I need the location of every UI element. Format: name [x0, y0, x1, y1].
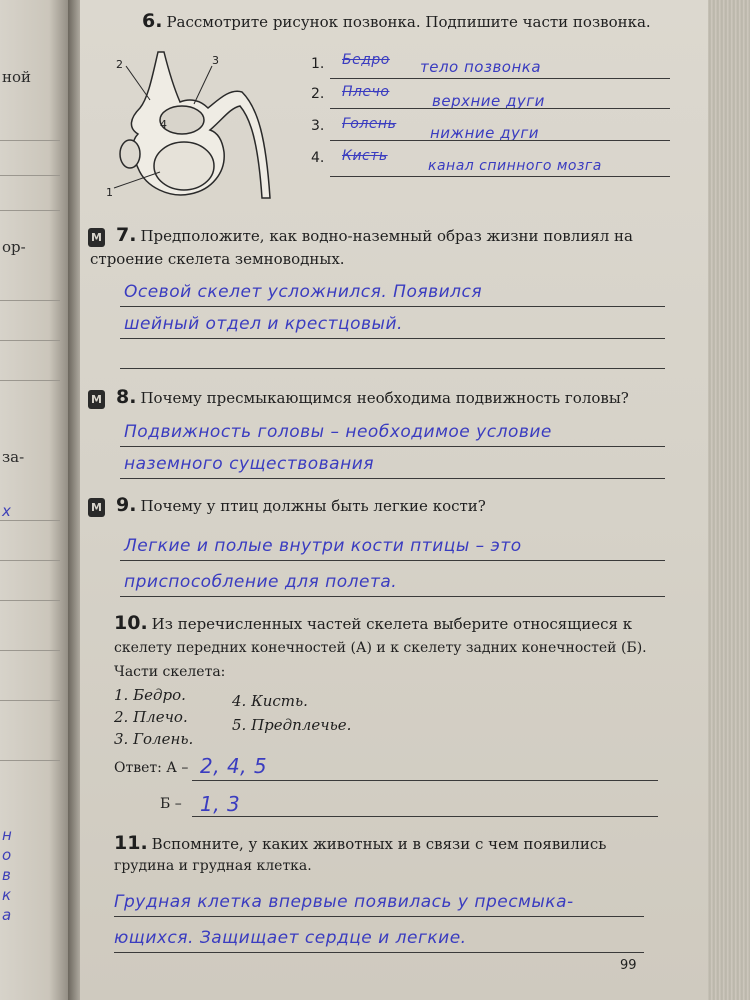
question-10-line-2: скелету передних конечностей (А) и к скелету задних конечностей (Б).: [114, 640, 647, 656]
answer-label-a: Ответ: А –: [114, 760, 189, 776]
method-badge: М: [88, 228, 105, 247]
page-number: 99: [620, 958, 637, 973]
handwritten-answer: ющихся. Защищает сердце и легкие.: [114, 928, 467, 948]
left-answer-line: [0, 600, 60, 601]
question-number: 9.: [116, 494, 137, 516]
struck-answer: Голень: [342, 116, 397, 132]
answer-number: 1.: [311, 56, 325, 72]
parts-title: Части скелета:: [114, 664, 226, 680]
skeleton-part: 2. Плечо.: [114, 708, 188, 726]
question-6: [142, 10, 651, 32]
question-text: Почему у птиц должны быть легкие кости?: [140, 497, 486, 515]
answer-line: [120, 368, 665, 369]
skeleton-part: 1. Бедро.: [114, 686, 186, 704]
answer-label-b: Б –: [160, 796, 182, 812]
handwritten-answer: Грудная клетка впервые появилась у пресмыка-: [114, 892, 574, 912]
question-8: [116, 386, 629, 408]
handwritten-answer: шейный отдел и крестцовый.: [124, 314, 403, 334]
left-answer-line: [0, 300, 60, 301]
answer-line: [120, 338, 665, 339]
left-handwriting: к: [2, 886, 12, 904]
method-badge: М: [88, 390, 105, 409]
left-answer-line: [0, 520, 60, 521]
question-text: Почему пресмыкающимся необходима подвижность головы?: [140, 389, 629, 407]
question-number: 8.: [116, 386, 137, 408]
left-handwriting: о: [2, 846, 12, 864]
handwritten-answer: Легкие и полые внутри кости птицы – это: [124, 536, 522, 556]
left-answer-line: [0, 340, 60, 341]
answer-a: 2, 4, 5: [200, 754, 268, 778]
left-handwriting: н: [2, 826, 13, 844]
left-answer-line: [0, 650, 60, 651]
struck-answer: Кисть: [342, 148, 388, 164]
skeleton-part: 4. Кисть.: [232, 692, 308, 710]
answer-number: 4.: [311, 150, 325, 166]
page-stack-edge: [708, 0, 750, 1000]
left-page: [0, 0, 70, 1000]
left-answer-line: [0, 560, 60, 561]
left-answer-line: [0, 380, 60, 381]
handwritten-answer: приспособление для полета.: [124, 572, 398, 592]
question-11-line-2: грудина и грудная клетка.: [114, 858, 312, 874]
answer-text: нижние дуги: [430, 124, 539, 142]
handwritten-answer: Осевой скелет усложнился. Появился: [124, 282, 483, 302]
answer-line: [330, 140, 670, 141]
struck-answer: Плечо: [342, 84, 390, 100]
left-answer-line: [0, 140, 60, 141]
left-answer-line: [0, 175, 60, 176]
question-text: Предположите, как водно-наземный образ жизни повлиял на: [140, 227, 633, 245]
left-answer-line: [0, 700, 60, 701]
left-text-fragment: за-: [2, 448, 25, 466]
answer-line: [120, 560, 665, 561]
struck-answer: Бедро: [342, 52, 390, 68]
question-number: 11.: [114, 832, 148, 854]
answer-line: [120, 306, 665, 307]
vertebra-figure: [90, 48, 280, 208]
answer-line: [330, 176, 670, 177]
answer-line: [114, 916, 644, 917]
figure-label-4: 4: [160, 118, 167, 131]
question-7-line-2: строение скелета земноводных.: [90, 250, 345, 268]
answer-b: 1, 3: [200, 792, 241, 816]
question-7: [116, 224, 633, 246]
left-answer-line: [0, 210, 60, 211]
question-9: [116, 494, 486, 516]
answer-line: [120, 446, 665, 447]
left-text-fragment: ор-: [2, 238, 26, 256]
question-text: Вспомните, у каких животных и в связи с чем появились: [151, 835, 607, 853]
answer-line: [120, 596, 665, 597]
figure-label-1: 1: [106, 186, 113, 199]
figure-label-3: 3: [212, 54, 219, 67]
question-text: Из перечисленных частей скелета выберите относящиеся к: [151, 615, 633, 633]
answer-text: тело позвонка: [420, 58, 542, 76]
answer-text: верхние дуги: [432, 92, 545, 110]
answer-line: [120, 478, 665, 479]
left-handwriting: в: [2, 866, 12, 884]
answer-text: канал спинного мозга: [428, 158, 602, 174]
question-text: Рассмотрите рисунок позвонка. Подпишите части позвонка.: [166, 13, 651, 31]
handwritten-answer: Подвижность головы – необходимое условие: [124, 422, 552, 442]
answer-line: [330, 78, 670, 79]
question-10: [114, 612, 632, 634]
skeleton-part: 3. Голень.: [114, 730, 194, 748]
method-badge: М: [88, 498, 105, 517]
figure-label-2: 2: [116, 58, 123, 71]
question-number: 6.: [142, 10, 163, 32]
left-text-fragment: ной: [2, 68, 32, 86]
answer-number: 3.: [311, 118, 325, 134]
answer-line: [330, 108, 670, 109]
answer-line: [192, 816, 658, 817]
question-number: 10.: [114, 612, 148, 634]
answer-line: [114, 952, 644, 953]
answer-number: 2.: [311, 86, 325, 102]
answer-line: [192, 780, 658, 781]
workbook-page: [80, 0, 710, 1000]
skeleton-part: 5. Предплечье.: [232, 716, 352, 734]
question-11: [114, 832, 606, 854]
handwritten-answer: наземного существования: [124, 454, 374, 474]
left-handwriting: х: [2, 502, 12, 520]
left-answer-line: [0, 760, 60, 761]
question-number: 7.: [116, 224, 137, 246]
left-handwriting: а: [2, 906, 12, 924]
